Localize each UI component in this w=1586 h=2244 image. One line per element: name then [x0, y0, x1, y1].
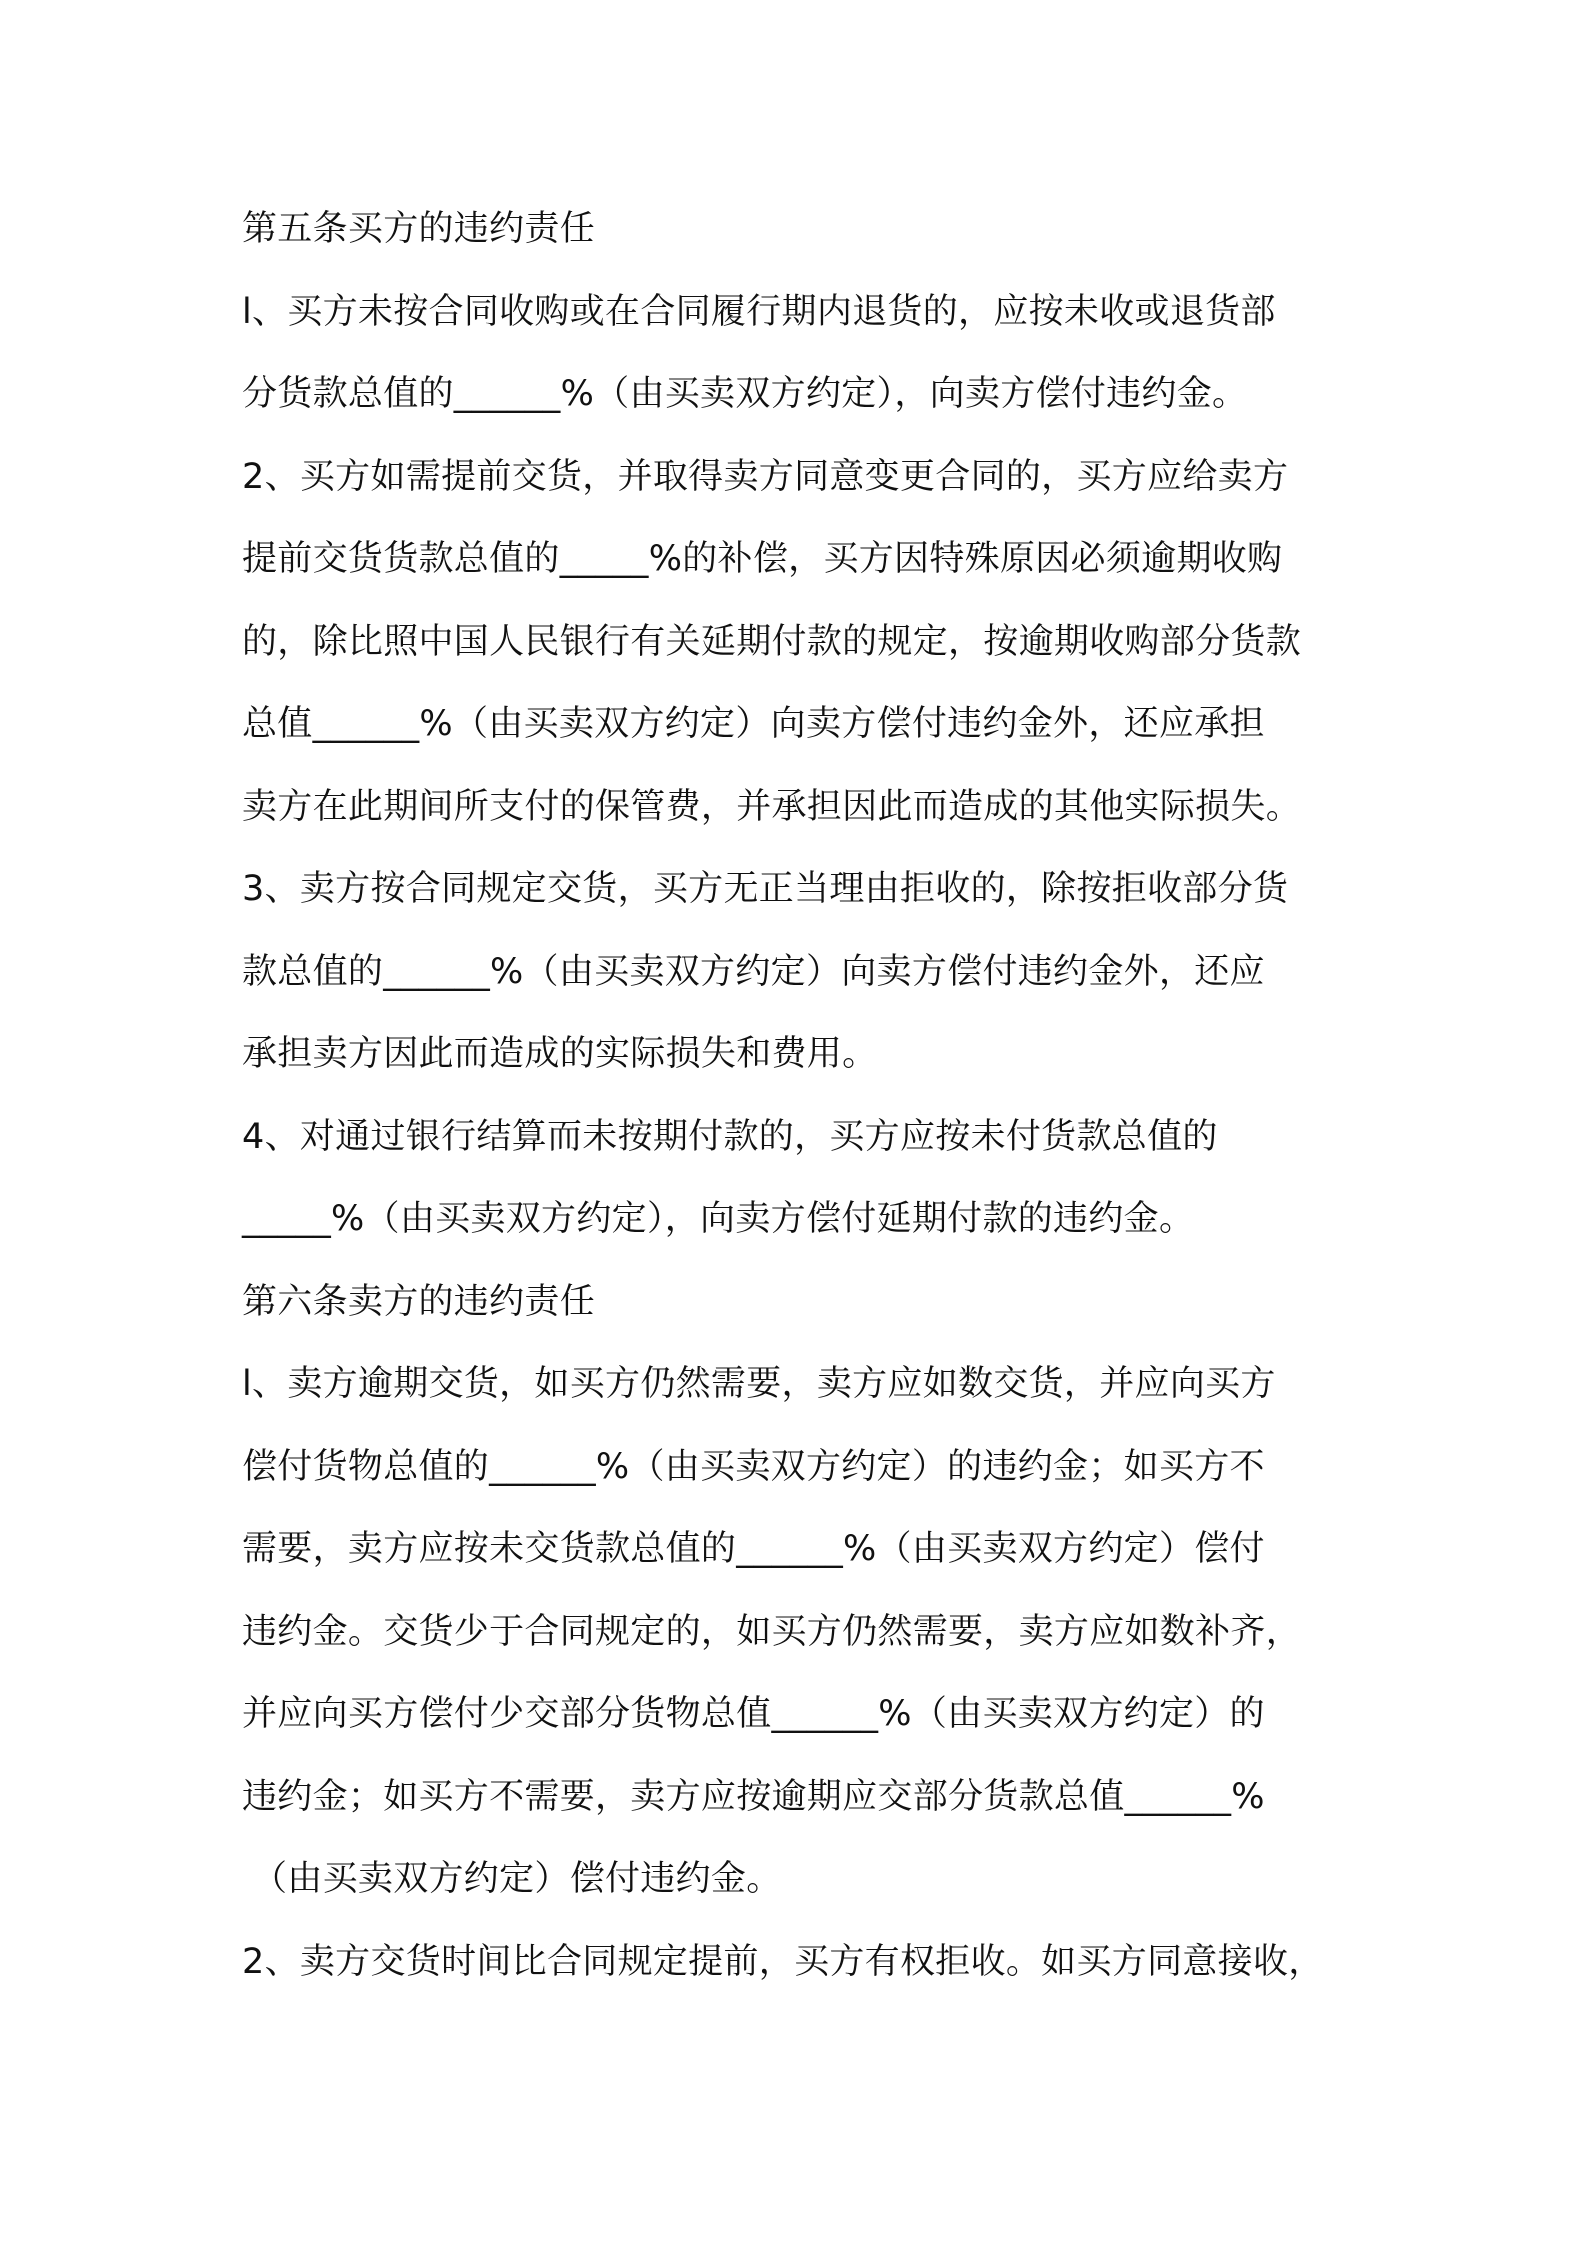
paragraph-line: 2、买方如需提前交货，并取得卖方同意变更合同的，买方应给卖方 [242, 457, 1289, 497]
paragraph-line: 分货款总值的______%（由买卖双方约定），向卖方偿付违约金。 [242, 374, 1248, 414]
paragraph-line: 的，除比照中国人民银行有关延期付款的规定，按逾期收购部分货款 [242, 622, 1302, 662]
paragraph-line: 款总值的______%（由买卖双方约定）向卖方偿付违约金外，还应 [242, 952, 1265, 992]
paragraph-line: 提前交货货款总值的_____%的补偿，买方因特殊原因必须逾期收购 [242, 539, 1283, 579]
article-6-heading: 第六条卖方的违约责任 [242, 1282, 596, 1322]
article-5-heading: 第五条买方的违约责任 [242, 209, 596, 249]
paragraph-line: 3、卖方按合同规定交货，买方无正当理由拒收的，除按拒收部分货 [242, 869, 1289, 909]
paragraph-line: 违约金；如买方不需要，卖方应按逾期应交部分货款总值______% [242, 1777, 1265, 1817]
paragraph-line: （由买卖双方约定）偿付违约金。 [252, 1859, 782, 1899]
paragraph-line: l、卖方逾期交货，如买方仍然需要，卖方应如数交货，并应向买方 [242, 1364, 1276, 1404]
paragraph-line: 偿付货物总值的______%（由买卖双方约定）的违约金；如买方不 [242, 1447, 1265, 1487]
paragraph-line: 2、卖方交货时间比合同规定提前，买方有权拒收。如买方同意接收， [242, 1942, 1324, 1982]
paragraph-line: 承担卖方因此而造成的实际损失和费用。 [242, 1034, 878, 1074]
paragraph-line: 并应向买方偿付少交部分货物总值______%（由买卖双方约定）的 [242, 1694, 1265, 1734]
paragraph-line: 总值______%（由买卖双方约定）向卖方偿付违约金外，还应承担 [242, 704, 1265, 744]
paragraph-line: 4、对通过银行结算而未按期付款的，买方应按未付货款总值的 [242, 1117, 1218, 1157]
paragraph-line: l、买方未按合同收购或在合同履行期内退货的，应按未收或退货部 [242, 292, 1276, 332]
paragraph-line: 卖方在此期间所支付的保管费，并承担因此而造成的其他实际损失。 [242, 787, 1302, 827]
paragraph-line: 违约金。交货少于合同规定的，如买方仍然需要，卖方应如数补齐， [242, 1612, 1302, 1652]
paragraph-line: 需要，卖方应按未交货款总值的______%（由买卖双方约定）偿付 [242, 1529, 1265, 1569]
paragraph-line: _____%（由买卖双方约定），向卖方偿付延期付款的违约金。 [242, 1199, 1195, 1239]
